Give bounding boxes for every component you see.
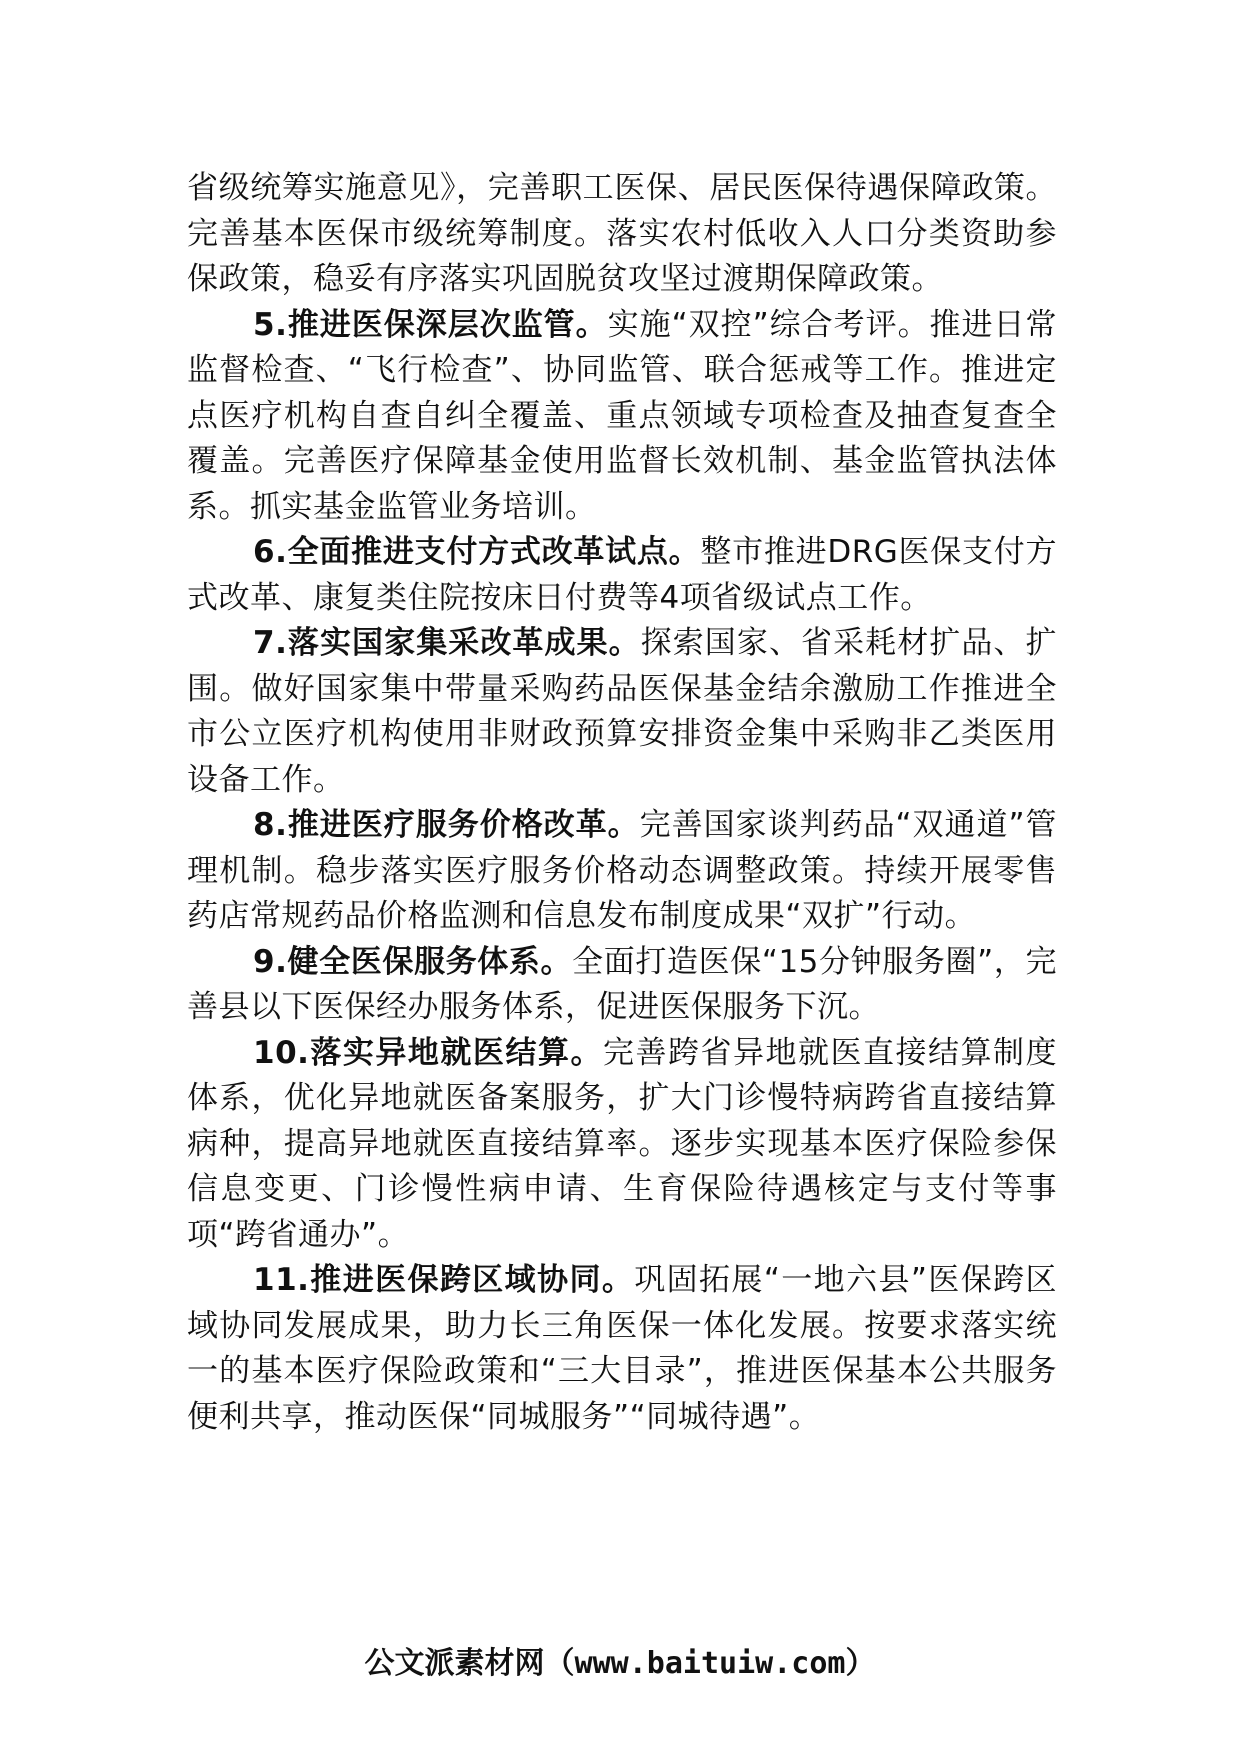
paragraph-heading: 8.推进医疗服务价格改革。 — [253, 807, 640, 843]
paragraph-item-9 — [187, 940, 1057, 1031]
paragraph-item-7 — [187, 621, 1057, 803]
footer-watermark — [0, 1644, 1240, 1684]
paragraph-item-8 — [187, 803, 1057, 940]
paragraph-text: 全面打造医保“15分钟服务圈”，完善县以下医保经办服务体系，促进医保服务下沉。 — [187, 943, 1057, 1025]
paragraph-text: 完善国家谈判药品“双通道”管理机制。稳步落实医疗服务价格动态调整政策。持续开展零售药店常规药品价格监测和信息发布制度成果“双扩”行动。 — [187, 807, 1057, 934]
paragraph-intro — [187, 166, 1057, 303]
paragraph-text: 巩固拓展“一地六县”医保跨区域协同发展成果，助力长三角医保一体化发展。按要求落实统一的基本医疗保险政策和“三大目录”，推进医保基本公共服务便利共享，推动医保“同城服务”“同城待遇”。 — [187, 1262, 1057, 1435]
paragraph-heading: 5.推进医保深层次监管。 — [253, 306, 608, 343]
footer-suffix: ） — [845, 1646, 876, 1681]
footer-site-link[interactable]: www.baituiw.com — [574, 1646, 846, 1681]
paragraph-text: 探索国家、省采耗材扩品、扩围。做好国家集中带量采购药品医保基金结余激励工作推进全市公立医疗机构使用非财政预算安排资金集中采购非乙类医用设备工作。 — [187, 625, 1057, 798]
paragraph-text: 完善跨省异地就医直接结算制度体系，优化异地就医备案服务，扩大门诊慢特病跨省直接结算病种，提高异地就医直接结算率。逐步实现基本医疗保险参保信息变更、门诊慢性病申请、生育保险待遇核定与支付等事项“跨省通办”。 — [187, 1034, 1057, 1253]
paragraph-text: 省级统筹实施意见》，完善职工医保、居民医保待遇保障政策。完善基本医保市级统筹制度。落实农村低收入人口分类资助参保政策，稳妥有序落实巩固脱贫攻坚过渡期保障政策。 — [187, 170, 1057, 297]
footer-prefix: 公文派素材网（ — [364, 1646, 575, 1681]
paragraph-heading: 10.落实异地就医结算。 — [253, 1034, 603, 1071]
paragraph-text: 整市推进DRG医保支付方式改革、康复类住院按床日付费等4项省级试点工作。 — [187, 534, 1057, 616]
paragraph-item-6 — [187, 530, 1057, 621]
paragraph-item-10 — [187, 1031, 1057, 1259]
paragraph-text: 实施“双控”综合考评。推进日常监督检查、“飞行检查”、协同监管、联合惩戒等工作。推进定点医疗机构自查自纠全覆盖、重点领域专项检查及抽查复查全覆盖。完善医疗保障基金使用监督长效机制、基金监管执法体系。抓实基金监管业务培训。 — [187, 306, 1057, 525]
paragraph-item-5 — [187, 303, 1057, 531]
paragraph-item-11 — [187, 1258, 1057, 1440]
paragraph-heading: 7.落实国家集采改革成果。 — [253, 625, 641, 661]
paragraph-heading: 11.推进医保跨区域协同。 — [253, 1262, 635, 1298]
paragraph-heading: 9.健全医保服务体系。 — [253, 943, 573, 980]
document-body — [187, 166, 1057, 1440]
paragraph-heading: 6.全面推进支付方式改革试点。 — [253, 534, 701, 570]
